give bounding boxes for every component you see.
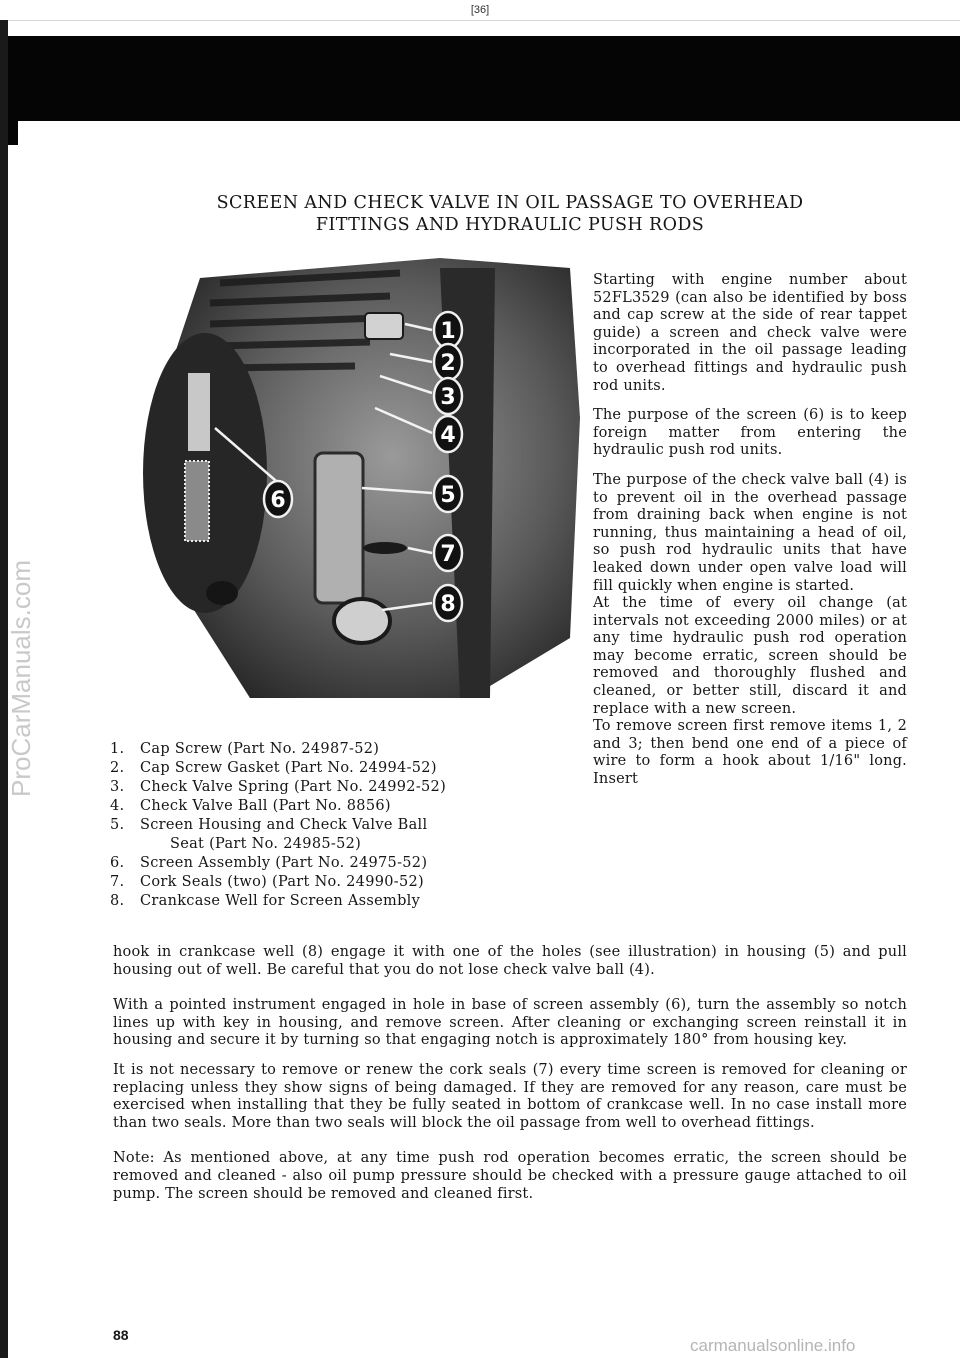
page-reference: [36] — [470, 4, 490, 16]
list-item — [110, 778, 580, 797]
drain-plug — [206, 581, 238, 605]
paragraph-check-valve-purpose: The purpose of the check valve ball (4) is to prevent oil in the overhead passage from draining back when engine is not running, thus maintaining a head of oil, so push rod hydraulic units that have leaked down under open valve load will fill quickly when engine is started. — [593, 471, 907, 594]
item-text: Screen Assembly (Part No. 24975-52) — [140, 855, 428, 871]
scan-black-band — [8, 36, 960, 121]
item-number: 7. — [110, 874, 125, 890]
paragraph-engine-number: Starting with engine number about 52FL3529 (can also be identified by boss and cap screw at the side of rear tappet guide) a screen and check valve were incorporated in the oil passage leading to overhead fittings and hydraulic push rod units. — [593, 272, 907, 394]
paragraph-screen-purpose: The purpose of the screen (6) is to keep foreign matter from entering the hydraulic push rod units. — [593, 407, 907, 459]
paragraph-oil-change: At the time of every oil change (at intervals not exceeding 2000 miles) or at any time hydraulic push rod operation may become erratic, screen should be removed and thoroughly flushed and cleaned, or better still, discard it and replace with a new screen. — [593, 595, 907, 717]
item-text: Screen Housing and Check Valve Ball — [140, 817, 428, 833]
callout-number: 8 — [440, 592, 456, 617]
item-text: Cap Screw (Part No. 24987-52) — [140, 741, 380, 757]
list-item — [110, 892, 580, 911]
footer-watermark: carmanualsonline.info — [690, 1336, 856, 1355]
paragraph-removal-continued: hook in crankcase well (8) engage it with one of the holes (see illustration) in housing (5) and pull housing out of well. Be careful that you do not lose check valve ball (4). — [113, 944, 907, 978]
list-item — [110, 759, 580, 778]
paragraph-screen-cleaning: With a pointed instrument engaged in hole in base of screen assembly (6), turn the assembly so notch lines up with key in housing, and remove screen. After cleaning or exchanging screen reinstall it in housing and secure it by turning so that engaging notch is approximately 180° from housing key. — [113, 997, 907, 1049]
page-number: 88 — [113, 1327, 129, 1343]
callout-number: 6 — [270, 488, 286, 513]
callout-number: 1 — [440, 319, 456, 344]
callout-number: 3 — [440, 385, 456, 410]
top-rule — [0, 20, 960, 21]
paragraph-removal-start: To remove screen first remove items 1, 2 and 3; then bend one end of a piece of wire to form a hook about 1/16" long. Insert — [593, 718, 907, 788]
item-number: 4. — [110, 798, 125, 814]
crankcase-well — [334, 599, 390, 643]
band-spur — [8, 121, 18, 145]
item-number: 5. — [110, 817, 125, 833]
right-column-text — [593, 272, 907, 789]
paragraph-note: Note: As mentioned above, at any time push rod operation becomes erratic, the screen should be removed and cleaned - also oil pump pressure should be checked with a pressure gauge attached to oil pump. The screen should be removed and cleaned first. — [113, 1150, 907, 1202]
item-text: Check Valve Ball (Part No. 8856) — [140, 798, 391, 814]
list-item — [110, 740, 580, 759]
bottom-body-text — [113, 944, 907, 1215]
item-number: 3. — [110, 779, 125, 795]
item-text-continued: Seat (Part No. 24985-52) — [170, 836, 362, 852]
fin — [215, 342, 370, 346]
page-title — [140, 192, 880, 236]
inset-screen — [185, 461, 209, 541]
item-text: Check Valve Spring (Part No. 24992-52) — [140, 779, 447, 795]
inset-screen-housing — [188, 373, 210, 451]
callout-number: 2 — [440, 351, 456, 376]
cap-screw — [365, 313, 403, 339]
item-number: 1. — [110, 741, 125, 757]
item-text: Cap Screw Gasket (Part No. 24994-52) — [140, 760, 437, 776]
item-number: 2. — [110, 760, 125, 776]
callout-number: 7 — [440, 542, 456, 567]
item-text: Crankcase Well for Screen Assembly — [140, 893, 421, 909]
tappet-guide — [315, 453, 363, 603]
paragraph-cork-seals: It is not necessary to remove or renew the cork seals (7) every time screen is removed for cleaning or replacing unless they show signs of being damaged. If they are removed for any reason, care must be exercised when installing that they be fully seated in bottom of crankcase well. In no case install more than two seals. More than two seals will block the oil passage from well to overhead fittings. — [113, 1061, 907, 1131]
list-item — [110, 873, 580, 892]
item-number: 8. — [110, 893, 125, 909]
item-number: 6. — [110, 855, 125, 871]
callout-number: 4 — [440, 423, 456, 448]
cork-seal — [363, 542, 407, 554]
title-line-2: FITTINGS AND HYDRAULIC PUSH RODS — [315, 215, 705, 235]
engine-photo — [140, 258, 580, 704]
list-item — [110, 797, 580, 816]
list-item — [110, 854, 580, 873]
item-text: Cork Seals (two) (Part No. 24990-52) — [140, 874, 424, 890]
callout-number: 5 — [440, 483, 456, 508]
list-item — [110, 816, 580, 854]
title-line-1: SCREEN AND CHECK VALVE IN OIL PASSAGE TO OVERHEAD — [216, 193, 804, 213]
side-watermark: ProCarManuals.com — [6, 560, 36, 797]
parts-list — [110, 740, 580, 911]
